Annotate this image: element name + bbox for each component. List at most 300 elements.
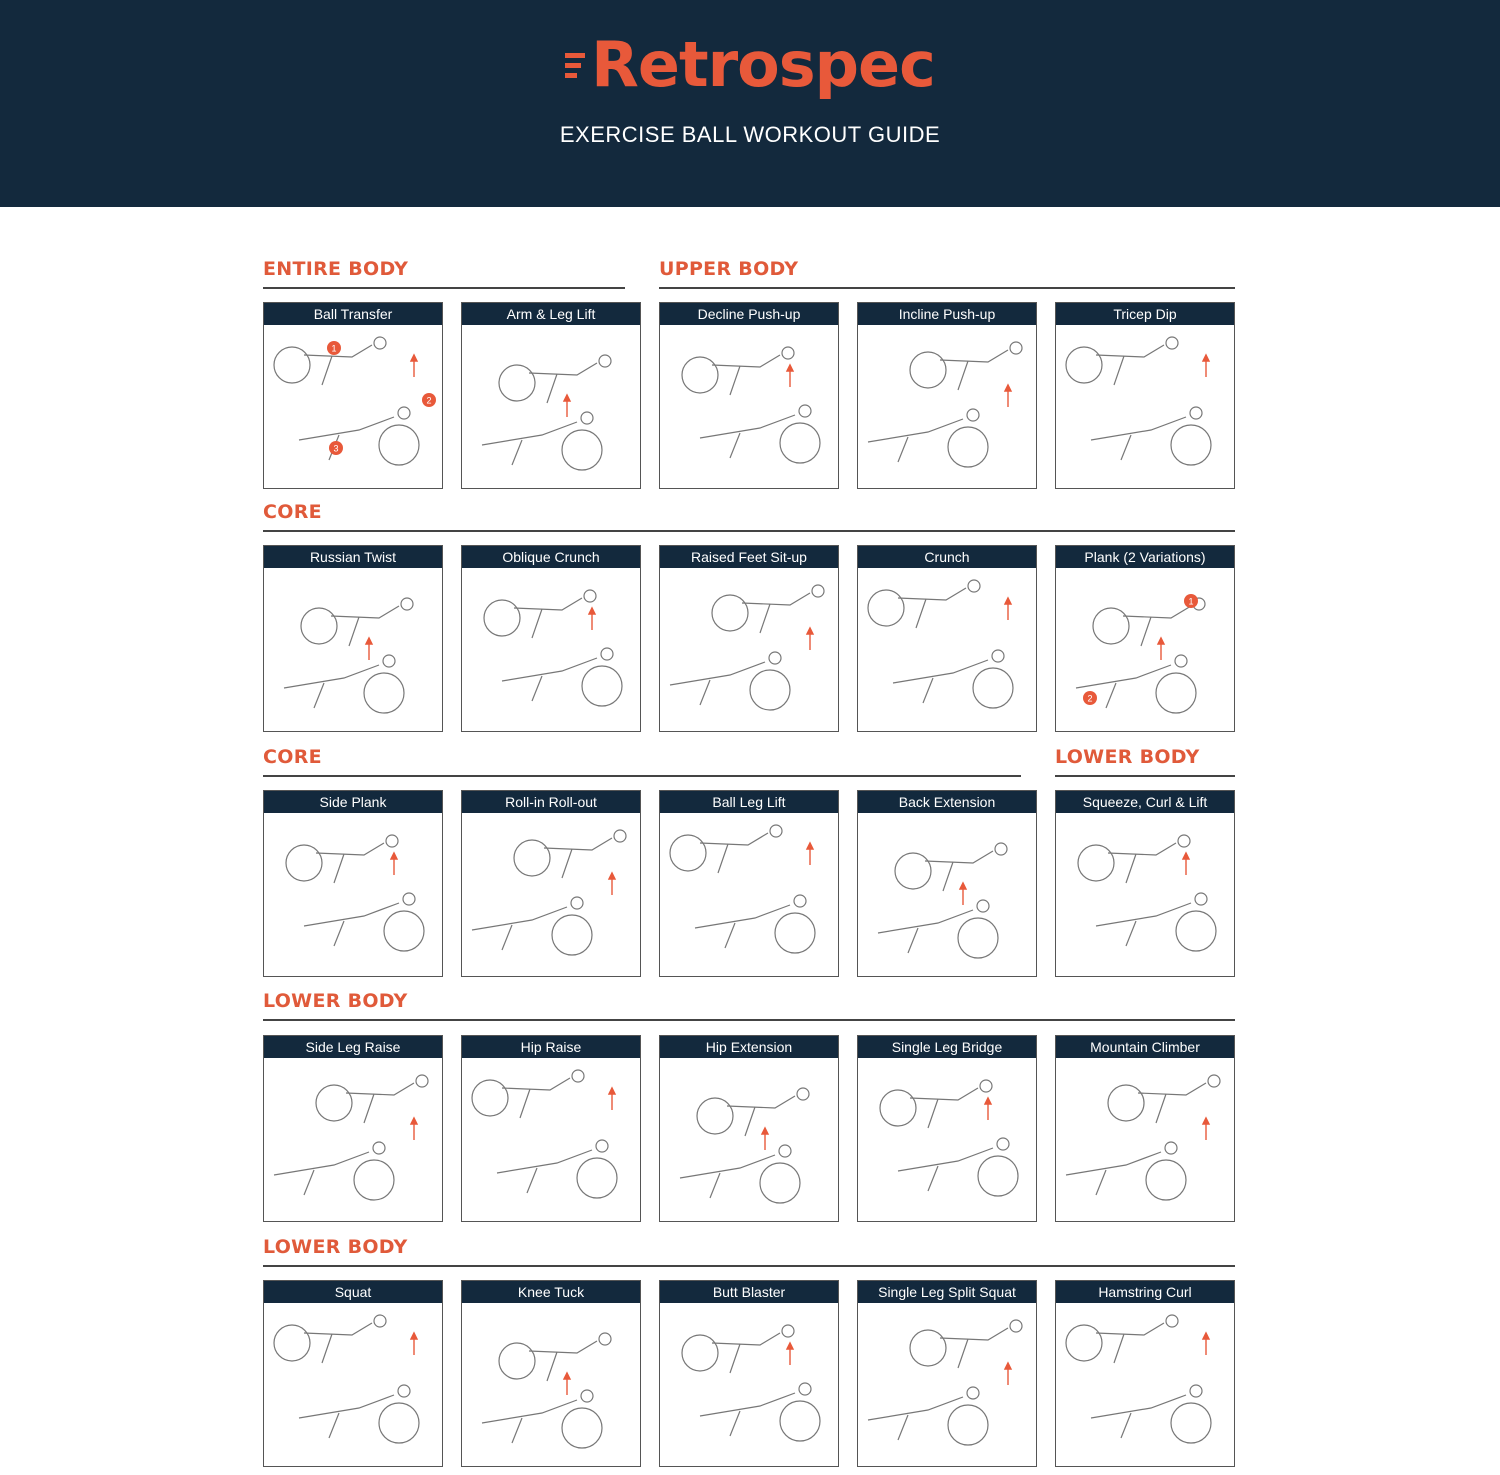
direction-arrow-icon [807,628,813,650]
exercise-illustration [462,1058,639,1220]
figure-head [812,585,824,597]
exercise-ball-icon [978,1156,1018,1196]
figure-limb [718,844,728,873]
exercise-name: Ball Leg Lift [660,791,838,813]
figure-pose-2 [472,907,567,930]
direction-arrow-icon [411,355,417,377]
figure-limb [730,1344,740,1373]
exercise-ball-icon [868,590,904,626]
figure-pose-1 [529,1341,597,1353]
exercise-ball-icon [910,1330,946,1366]
figure-limb [1121,435,1131,460]
exercise-name: Hip Raise [462,1036,640,1058]
exercise-name: Squeeze, Curl & Lift [1056,791,1234,813]
section-divider [263,775,1021,777]
figure-pose-1 [529,363,597,375]
exercise-ball-icon [354,1160,394,1200]
section-divider [263,287,625,289]
exercise-name: Single Leg Split Squat [858,1281,1036,1303]
section-title: CORE [263,501,322,523]
exercise-ball-icon [780,1401,820,1441]
figure-pose-2 [878,910,973,933]
exercise-ball-icon [682,357,718,393]
step-number-badge [1184,594,1198,608]
figure-head [1010,1320,1022,1332]
exercise-name: Squat [264,1281,442,1303]
exercise-name: Butt Blaster [660,1281,838,1303]
exercise-ball-icon [750,670,790,710]
exercise-card [659,302,839,489]
direction-arrow-icon [411,1333,417,1355]
exercise-ball-icon [958,918,998,958]
exercise-ball-icon [973,668,1013,708]
exercise-illustration [858,813,1035,975]
section-title: CORE [263,746,322,768]
section-divider [263,1265,1235,1267]
exercise-ball-icon [1156,673,1196,713]
figure-pose-2 [898,1148,993,1171]
exercise-illustration [462,1303,639,1465]
figure-head [1165,1142,1177,1154]
exercise-name: Roll-in Roll-out [462,791,640,813]
figure-limb [512,1418,522,1443]
step-number-badge [329,441,343,455]
figure-limb [1141,617,1151,646]
section-title: LOWER BODY [1055,746,1200,768]
step-number-badge [327,341,341,355]
step-number: 3 [333,443,339,454]
figure-head [769,652,781,664]
section-title: ENTIRE BODY [263,258,409,280]
exercise-ball-icon [1171,425,1211,465]
exercise-card [857,545,1037,732]
figure-pose-1 [898,588,966,600]
figure-pose-2 [1091,417,1186,440]
exercise-card [263,790,443,977]
exercise-ball-icon [364,673,404,713]
figure-limb [334,921,344,946]
page-title: EXERCISE BALL WORKOUT GUIDE [559,122,941,147]
direction-arrow-icon [1183,853,1189,875]
figure-head [967,409,979,421]
figure-limb [730,433,740,458]
exercise-illustration [462,325,639,487]
figure-limb [1106,683,1116,708]
figure-pose-2 [1091,1395,1186,1418]
exercise-card [461,1280,641,1467]
figure-pose-1 [700,833,768,845]
exercise-illustration [462,568,639,730]
exercise-card [1055,302,1235,489]
figure-limb [364,1094,374,1123]
figure-head [581,412,593,424]
figure-head [782,347,794,359]
figure-limb [349,617,359,646]
exercise-card [263,302,443,489]
figure-pose-2 [299,1395,394,1418]
figure-limb [1126,921,1136,946]
exercise-name: Mountain Climber [1056,1036,1234,1058]
exercise-illustration [660,568,837,730]
figure-pose-2 [868,1397,963,1420]
exercise-card [857,302,1037,489]
figure-head [374,1315,386,1327]
figure-limb [304,1170,314,1195]
exercise-ball-icon [775,913,815,953]
exercise-illustration [1056,325,1233,487]
exercise-card [659,545,839,732]
exercise-card [857,1280,1037,1467]
figure-head [403,893,415,905]
figure-head [599,355,611,367]
exercise-illustration [1056,1303,1233,1465]
figure-limb [527,1168,537,1193]
exercise-name: Plank (2 Variations) [1056,546,1234,568]
direction-arrow-icon [1005,598,1011,620]
figure-head [398,1385,410,1397]
figure-head [799,1383,811,1395]
step-number: 1 [1188,596,1194,607]
direction-arrow-icon [609,1088,615,1110]
figure-limb [745,1107,755,1136]
exercise-name: Hip Extension [660,1036,838,1058]
figure-limb [958,361,968,390]
exercise-name: Raised Feet Sit-up [660,546,838,568]
exercise-illustration [858,325,1035,487]
figure-head [596,1140,608,1152]
figure-head [584,590,596,602]
figure-pose-1 [502,1078,570,1090]
exercise-name: Side Plank [264,791,442,813]
exercise-ball-icon [274,347,310,383]
figure-pose-1 [1096,1323,1164,1335]
figure-limb [1114,356,1124,385]
exercise-name: Back Extension [858,791,1036,813]
figure-head [401,598,413,610]
exercise-card [1055,790,1235,977]
step-number-badge [1083,691,1097,705]
figure-head [1166,1315,1178,1327]
figure-limb [898,437,908,462]
figure-pose-1 [331,606,399,618]
figure-head [995,843,1007,855]
figure-head [1208,1075,1220,1087]
figure-head [599,1333,611,1345]
figure-head [997,1138,1009,1150]
section-divider [263,530,1235,532]
figure-pose-1 [1138,1083,1206,1095]
exercise-ball-icon [384,911,424,951]
exercise-illustration [858,568,1035,730]
figure-limb [916,599,926,628]
direction-arrow-icon [1158,638,1164,660]
exercise-card [659,790,839,977]
exercise-illustration [462,813,639,975]
exercise-illustration [1056,813,1233,975]
exercise-card [461,790,641,977]
figure-head [1175,655,1187,667]
figure-head [386,835,398,847]
exercise-ball-icon [760,1163,800,1203]
direction-arrow-icon [1203,1118,1209,1140]
figure-limb [1121,1413,1131,1438]
exercise-name: Oblique Crunch [462,546,640,568]
direction-arrow-icon [807,843,813,865]
figure-head [1010,342,1022,354]
exercise-name: Russian Twist [264,546,442,568]
figure-pose-1 [712,1333,780,1345]
figure-head [601,648,613,660]
exercise-name: Decline Push-up [660,303,838,325]
exercise-ball-icon [274,1325,310,1361]
figure-head [572,1070,584,1082]
exercise-ball-icon [948,1405,988,1445]
exercise-ball-icon [712,595,748,631]
figure-head [1190,407,1202,419]
exercise-card [659,1280,839,1467]
figure-head [416,1075,428,1087]
direction-arrow-icon [787,1343,793,1365]
figure-limb [547,374,557,403]
exercise-ball-icon [499,1343,535,1379]
figure-pose-1 [316,843,384,855]
exercise-illustration [660,1303,837,1465]
exercise-illustration [264,1303,441,1465]
figure-limb [730,366,740,395]
figure-pose-2 [1076,665,1171,688]
exercise-ball-icon [1146,1160,1186,1200]
figure-head [1190,1385,1202,1397]
figure-head [977,900,989,912]
figure-pose-1 [940,350,1008,362]
section-title: UPPER BODY [659,258,799,280]
exercise-illustration [264,1058,441,1220]
figure-limb [329,1413,339,1438]
figure-pose-2 [700,1393,795,1416]
figure-pose-2 [482,422,577,445]
direction-arrow-icon [366,638,372,660]
figure-pose-1 [346,1083,414,1095]
exercise-ball-icon [577,1158,617,1198]
speed-lines-icon [565,43,585,87]
exercise-ball-icon [670,835,706,871]
exercise-ball-icon [379,1403,419,1443]
figure-pose-1 [1108,843,1176,855]
figure-pose-2 [670,662,765,685]
exercise-ball-icon [379,425,419,465]
figure-limb [928,1166,938,1191]
exercise-name: Hamstring Curl [1056,1281,1234,1303]
direction-arrow-icon [391,853,397,875]
exercise-ball-icon [562,430,602,470]
figure-limb [943,862,953,891]
exercise-card [659,1035,839,1222]
section-title: LOWER BODY [263,1236,408,1258]
exercise-card [461,545,641,732]
exercise-ball-icon [286,845,322,881]
figure-head [980,1080,992,1092]
figure-limb [1114,1334,1124,1363]
section-divider [1055,775,1235,777]
exercise-ball-icon [895,853,931,889]
figure-head [1166,337,1178,349]
direction-arrow-icon [985,1098,991,1120]
section-divider [659,287,1235,289]
figure-limb [928,1099,938,1128]
figure-limb [700,680,710,705]
exercise-illustration [660,325,837,487]
direction-arrow-icon [564,1373,570,1395]
direction-arrow-icon [787,365,793,387]
exercise-name: Side Leg Raise [264,1036,442,1058]
figure-head [614,830,626,842]
figure-limb [1126,854,1136,883]
direction-arrow-icon [1203,355,1209,377]
figure-pose-2 [497,1150,592,1173]
exercise-card [857,1035,1037,1222]
exercise-card [263,1280,443,1467]
figure-head [373,1142,385,1154]
figure-head [383,655,395,667]
figure-pose-1 [712,355,780,367]
exercise-ball-icon [1078,845,1114,881]
brand-logo [0,30,1500,100]
figure-pose-2 [700,415,795,438]
exercise-ball-icon [1171,1403,1211,1443]
figure-pose-2 [1096,903,1191,926]
direction-arrow-icon [1005,385,1011,407]
step-number: 2 [1087,693,1093,704]
exercise-name: Arm & Leg Lift [462,303,640,325]
figure-limb [322,356,332,385]
figure-limb [314,683,324,708]
figure-limb [532,676,542,701]
exercise-ball-icon [301,608,337,644]
figure-pose-2 [680,1155,775,1178]
exercise-name: Knee Tuck [462,1281,640,1303]
figure-pose-1 [910,1088,978,1100]
exercise-ball-icon [1093,608,1129,644]
figure-head [374,337,386,349]
figure-pose-2 [304,903,399,926]
exercise-card [461,1035,641,1222]
exercise-illustration [660,813,837,975]
exercise-ball-icon [472,1080,508,1116]
figure-head [799,405,811,417]
figure-pose-2 [284,665,379,688]
exercise-ball-icon [1066,347,1102,383]
figure-pose-2 [1066,1152,1161,1175]
exercise-card [1055,1035,1235,1222]
exercise-illustration [660,1058,837,1220]
exercise-card [1055,1280,1235,1467]
exercise-ball-icon [484,600,520,636]
direction-arrow-icon [1005,1363,1011,1385]
exercise-illustration [858,1058,1035,1220]
figure-limb [1096,1170,1106,1195]
figure-head [1178,835,1190,847]
figure-pose-2 [502,658,597,681]
exercise-ball-icon [780,423,820,463]
figure-limb [958,1339,968,1368]
exercise-name: Single Leg Bridge [858,1036,1036,1058]
figure-limb [334,854,344,883]
direction-arrow-icon [589,608,595,630]
exercise-ball-icon [562,1408,602,1448]
exercise-ball-icon [1108,1085,1144,1121]
exercise-ball-icon [1176,911,1216,951]
direction-arrow-icon [960,883,966,905]
header-banner [0,0,1500,207]
figure-head [398,407,410,419]
figure-limb [532,609,542,638]
figure-pose-1 [1096,345,1164,357]
direction-arrow-icon [564,395,570,417]
exercise-card [461,302,641,489]
figure-pose-1 [742,593,810,605]
figure-head [797,1088,809,1100]
exercise-ball-icon [514,840,550,876]
figure-limb [760,604,770,633]
figure-head [581,1390,593,1402]
exercise-ball-icon [552,915,592,955]
figure-limb [730,1411,740,1436]
figure-pose-2 [695,905,790,928]
section-title: LOWER BODY [263,990,408,1012]
figure-limb [1156,1094,1166,1123]
exercise-ball-icon [910,352,946,388]
figure-head [571,897,583,909]
exercise-card [263,545,443,732]
figure-pose-2 [893,660,988,683]
figure-head [770,825,782,837]
figure-limb [562,849,572,878]
figure-limb [908,928,918,953]
exercise-ball-icon [682,1335,718,1371]
figure-pose-1 [925,851,993,863]
exercise-name: Incline Push-up [858,303,1036,325]
figure-pose-1 [727,1096,795,1108]
exercise-card [857,790,1037,977]
exercise-name: Tricep Dip [1056,303,1234,325]
figure-head [1195,893,1207,905]
figure-pose-2 [868,419,963,442]
figure-limb [520,1089,530,1118]
exercise-card [1055,545,1235,732]
exercise-ball-icon [582,666,622,706]
figure-head [782,1325,794,1337]
step-number: 1 [331,343,337,354]
figure-head [794,895,806,907]
exercise-ball-icon [499,365,535,401]
exercise-ball-icon [948,427,988,467]
figure-head [968,580,980,592]
step-number-badge [422,393,436,407]
figure-limb [923,678,933,703]
exercise-card [263,1035,443,1222]
exercise-illustration [858,1303,1035,1465]
figure-head [992,650,1004,662]
figure-pose-2 [274,1152,369,1175]
exercise-illustration [264,568,441,730]
exercise-illustration [264,813,441,975]
exercise-illustration [1056,1058,1233,1220]
figure-pose-2 [482,1400,577,1423]
exercise-ball-icon [316,1085,352,1121]
step-number: 2 [426,395,432,406]
exercise-ball-icon [697,1098,733,1134]
figure-pose-1 [544,838,612,850]
